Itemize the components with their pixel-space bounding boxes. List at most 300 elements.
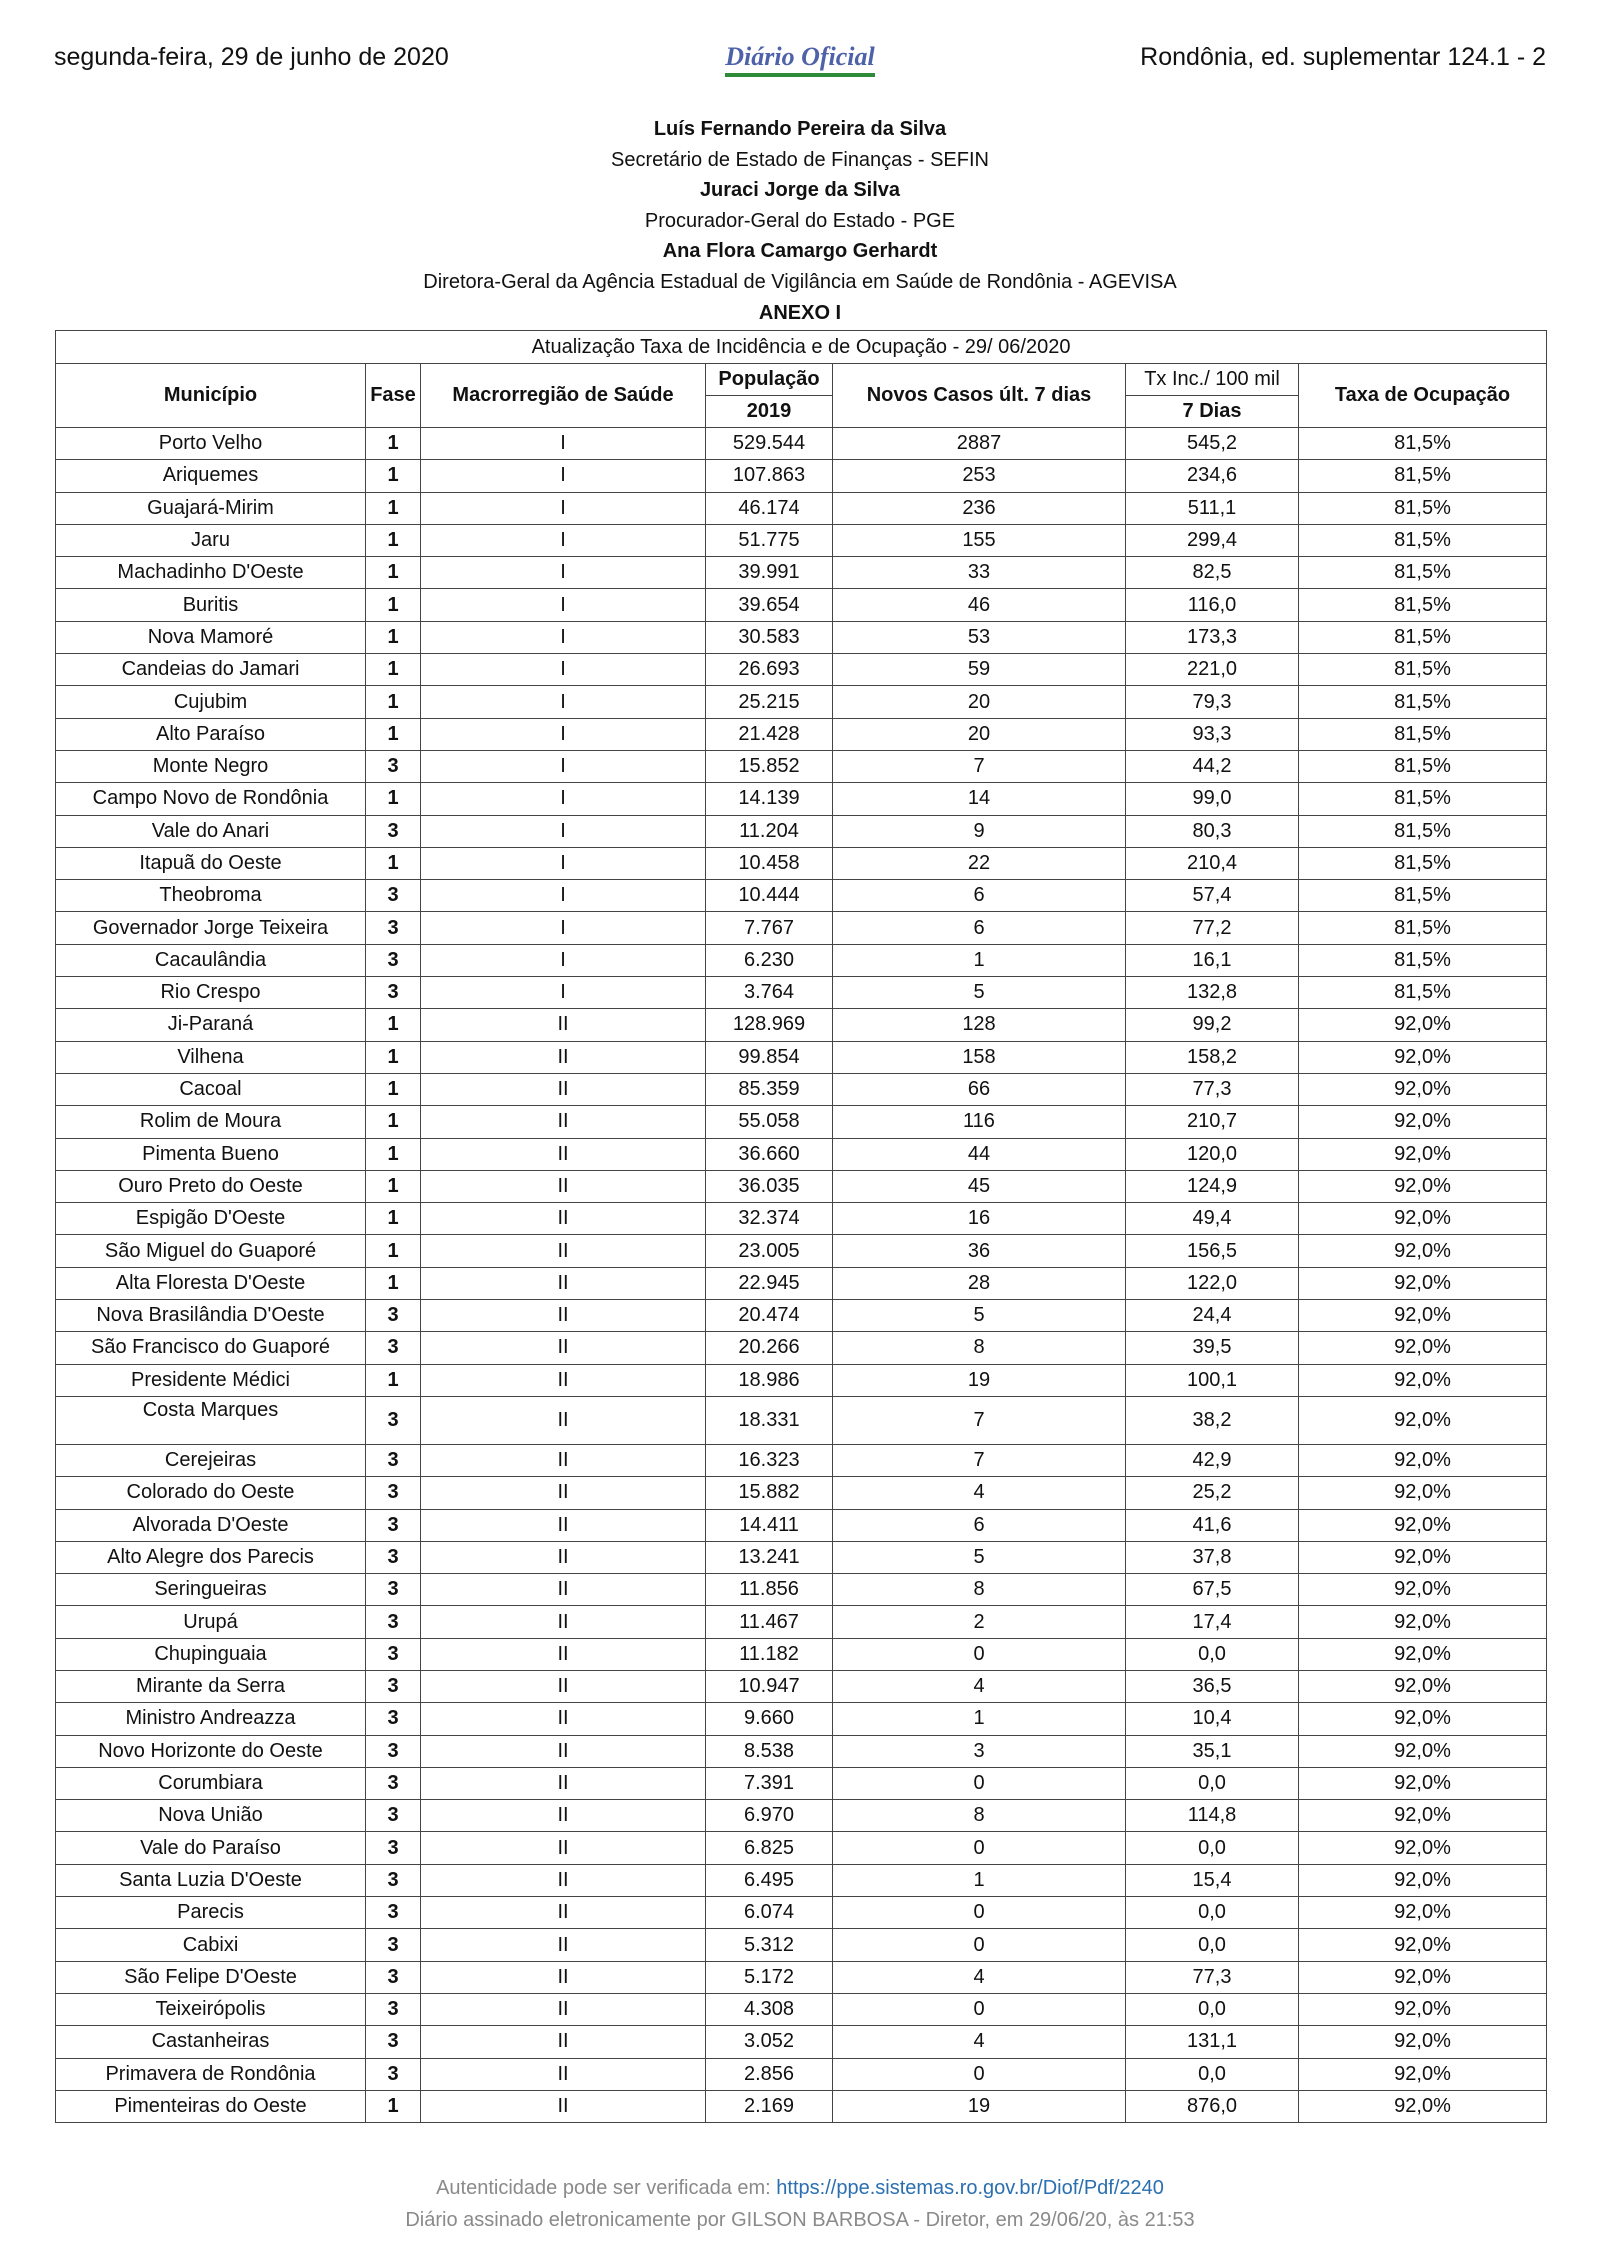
cell-taxa-ocupacao: 81,5% (1299, 912, 1547, 944)
cell-taxa-ocupacao: 81,5% (1299, 428, 1547, 460)
cell-taxa-ocupacao: 92,0% (1299, 1800, 1547, 1832)
cell-novos-casos: 36 (833, 1235, 1126, 1267)
cell-macrorregiao: II (421, 2090, 706, 2122)
signed-note: Diário assinado eletronicamente por GILSON BARBOSA - Diretor, em 29/06/20, às 21:53 (405, 2209, 1195, 2231)
cell-novos-casos: 4 (833, 1477, 1126, 1509)
cell-taxa-ocupacao: 92,0% (1299, 1864, 1547, 1896)
cell-macrorregiao: II (421, 1606, 706, 1638)
cell-novos-casos: 28 (833, 1267, 1126, 1299)
cell-taxa-ocupacao: 92,0% (1299, 1364, 1547, 1396)
cell-fase: 3 (366, 1606, 421, 1638)
cell-novos-casos: 7 (833, 1396, 1126, 1444)
cell-fase: 1 (366, 524, 421, 556)
cell-macrorregiao: II (421, 1735, 706, 1767)
cell-tx-inc: 82,5 (1126, 557, 1299, 589)
signature-line: Diretora-Geral da Agência Estadual de Vigilância em Saúde de Rondônia - AGEVISA (423, 270, 1177, 293)
cell-novos-casos: 155 (833, 524, 1126, 556)
cell-macrorregiao: I (421, 654, 706, 686)
cell-fase: 1 (366, 492, 421, 524)
cell-tx-inc: 24,4 (1126, 1300, 1299, 1332)
cell-populacao: 18.331 (706, 1396, 833, 1444)
table-row (56, 1332, 1547, 1364)
issue-date: segunda-feira, 29 de junho de 2020 (54, 43, 449, 71)
cell-taxa-ocupacao: 92,0% (1299, 1832, 1547, 1864)
cell-municipio: Itapuã do Oeste (56, 847, 366, 879)
cell-municipio: Teixeirópolis (56, 1993, 366, 2025)
table-row (56, 977, 1547, 1009)
cell-tx-inc: 158,2 (1126, 1041, 1299, 1073)
cell-novos-casos: 0 (833, 1897, 1126, 1929)
cell-municipio: Primavera de Rondônia (56, 2058, 366, 2090)
cell-novos-casos: 2 (833, 1606, 1126, 1638)
cell-novos-casos: 19 (833, 1364, 1126, 1396)
cell-tx-inc: 35,1 (1126, 1735, 1299, 1767)
header-populacao-year: 2019 (706, 396, 833, 428)
cell-taxa-ocupacao: 92,0% (1299, 1170, 1547, 1202)
cell-taxa-ocupacao: 92,0% (1299, 1993, 1547, 2025)
cell-tx-inc: 122,0 (1126, 1267, 1299, 1299)
cell-macrorregiao: II (421, 1670, 706, 1702)
cell-populacao: 22.945 (706, 1267, 833, 1299)
cell-taxa-ocupacao: 92,0% (1299, 2090, 1547, 2122)
cell-fase: 1 (366, 589, 421, 621)
header-tx-inc: Tx Inc./ 100 mil (1126, 364, 1299, 396)
cell-fase: 3 (366, 1961, 421, 1993)
cell-tx-inc: 37,8 (1126, 1541, 1299, 1573)
cell-municipio: Pimenta Bueno (56, 1138, 366, 1170)
cell-macrorregiao: II (421, 1477, 706, 1509)
cell-macrorregiao: I (421, 589, 706, 621)
cell-fase: 3 (366, 912, 421, 944)
table-row (56, 1041, 1547, 1073)
cell-taxa-ocupacao: 92,0% (1299, 1300, 1547, 1332)
masthead-title: Diário Oficial (725, 41, 875, 77)
table-row (56, 1396, 1547, 1444)
cell-macrorregiao: II (421, 1929, 706, 1961)
cell-novos-casos: 4 (833, 1961, 1126, 1993)
table-row (56, 1832, 1547, 1864)
cell-municipio: Theobroma (56, 880, 366, 912)
cell-tx-inc: 234,6 (1126, 460, 1299, 492)
cell-populacao: 15.852 (706, 750, 833, 782)
table-row (56, 718, 1547, 750)
signature-block (54, 114, 1546, 328)
cell-municipio: Costa Marques (56, 1396, 366, 1444)
cell-novos-casos: 0 (833, 2058, 1126, 2090)
cell-fase: 3 (366, 944, 421, 976)
cell-tx-inc: 49,4 (1126, 1203, 1299, 1235)
table-row (56, 1444, 1547, 1476)
cell-populacao: 51.775 (706, 524, 833, 556)
table-row (56, 1009, 1547, 1041)
table-row (56, 460, 1547, 492)
cell-populacao: 36.660 (706, 1138, 833, 1170)
cell-populacao: 11.182 (706, 1638, 833, 1670)
cell-fase: 3 (366, 1897, 421, 1929)
cell-taxa-ocupacao: 92,0% (1299, 1703, 1547, 1735)
cell-novos-casos: 22 (833, 847, 1126, 879)
cell-taxa-ocupacao: 92,0% (1299, 1041, 1547, 1073)
cell-populacao: 21.428 (706, 718, 833, 750)
cell-municipio: Pimenteiras do Oeste (56, 2090, 366, 2122)
table-row (56, 524, 1547, 556)
cell-novos-casos: 46 (833, 589, 1126, 621)
table-row (56, 686, 1547, 718)
table-row (56, 1800, 1547, 1832)
cell-fase: 1 (366, 1235, 421, 1267)
cell-municipio: Cujubim (56, 686, 366, 718)
table-row (56, 2026, 1547, 2058)
cell-macrorregiao: II (421, 1009, 706, 1041)
cell-municipio: Corumbiara (56, 1767, 366, 1799)
cell-macrorregiao: II (421, 1574, 706, 1606)
cell-taxa-ocupacao: 81,5% (1299, 944, 1547, 976)
cell-macrorregiao: I (421, 621, 706, 653)
cell-populacao: 16.323 (706, 1444, 833, 1476)
authenticity-link[interactable]: https://ppe.sistemas.ro.gov.br/Diof/Pdf/2240 (776, 2177, 1164, 2199)
cell-populacao: 7.391 (706, 1767, 833, 1799)
cell-fase: 3 (366, 1477, 421, 1509)
cell-populacao: 15.882 (706, 1477, 833, 1509)
cell-taxa-ocupacao: 92,0% (1299, 1961, 1547, 1993)
cell-novos-casos: 0 (833, 1767, 1126, 1799)
header-tx-sub: 7 Dias (1126, 396, 1299, 428)
cell-municipio: Vale do Anari (56, 815, 366, 847)
cell-tx-inc: 15,4 (1126, 1864, 1299, 1896)
cell-macrorregiao: I (421, 977, 706, 1009)
cell-novos-casos: 0 (833, 1993, 1126, 2025)
header-municipio: Município (56, 364, 366, 428)
cell-taxa-ocupacao: 92,0% (1299, 1396, 1547, 1444)
cell-populacao: 3.764 (706, 977, 833, 1009)
cell-municipio: São Francisco do Guaporé (56, 1332, 366, 1364)
cell-fase: 1 (366, 1073, 421, 1105)
cell-novos-casos: 158 (833, 1041, 1126, 1073)
cell-macrorregiao: II (421, 1638, 706, 1670)
cell-municipio: Vilhena (56, 1041, 366, 1073)
cell-taxa-ocupacao: 81,5% (1299, 460, 1547, 492)
cell-fase: 1 (366, 557, 421, 589)
cell-populacao: 20.266 (706, 1332, 833, 1364)
cell-tx-inc: 93,3 (1126, 718, 1299, 750)
cell-taxa-ocupacao: 92,0% (1299, 1073, 1547, 1105)
cell-taxa-ocupacao: 92,0% (1299, 1606, 1547, 1638)
cell-municipio: Santa Luzia D'Oeste (56, 1864, 366, 1896)
cell-taxa-ocupacao: 92,0% (1299, 1767, 1547, 1799)
cell-tx-inc: 67,5 (1126, 1574, 1299, 1606)
cell-tx-inc: 57,4 (1126, 880, 1299, 912)
cell-fase: 1 (366, 1170, 421, 1202)
cell-taxa-ocupacao: 92,0% (1299, 2058, 1547, 2090)
table-row (56, 1767, 1547, 1799)
cell-novos-casos: 14 (833, 783, 1126, 815)
cell-macrorregiao: II (421, 1961, 706, 1993)
cell-fase: 3 (366, 1993, 421, 2025)
cell-fase: 1 (366, 654, 421, 686)
table-row (56, 880, 1547, 912)
table-row (56, 1929, 1547, 1961)
cell-tx-inc: 124,9 (1126, 1170, 1299, 1202)
cell-fase: 1 (366, 686, 421, 718)
cell-novos-casos: 1 (833, 1864, 1126, 1896)
cell-populacao: 20.474 (706, 1300, 833, 1332)
cell-novos-casos: 19 (833, 2090, 1126, 2122)
table-row (56, 2090, 1547, 2122)
signature-line: ANEXO I (758, 301, 842, 324)
table-row (56, 1300, 1547, 1332)
cell-fase: 3 (366, 1574, 421, 1606)
cell-populacao: 36.035 (706, 1170, 833, 1202)
cell-macrorregiao: II (421, 1444, 706, 1476)
header-populacao: População (706, 364, 833, 396)
cell-tx-inc: 100,1 (1126, 1364, 1299, 1396)
header-novos-casos: Novos Casos últ. 7 dias (833, 364, 1126, 428)
cell-taxa-ocupacao: 92,0% (1299, 1541, 1547, 1573)
cell-populacao: 5.172 (706, 1961, 833, 1993)
cell-novos-casos: 5 (833, 1300, 1126, 1332)
cell-novos-casos: 8 (833, 1800, 1126, 1832)
cell-municipio: Urupá (56, 1606, 366, 1638)
cell-taxa-ocupacao: 92,0% (1299, 1509, 1547, 1541)
table-row (56, 1638, 1547, 1670)
cell-populacao: 11.467 (706, 1606, 833, 1638)
cell-fase: 3 (366, 1832, 421, 1864)
table-row (56, 750, 1547, 782)
cell-macrorregiao: I (421, 524, 706, 556)
cell-municipio: Rolim de Moura (56, 1106, 366, 1138)
cell-populacao: 10.444 (706, 880, 833, 912)
cell-novos-casos: 6 (833, 912, 1126, 944)
cell-novos-casos: 3 (833, 1735, 1126, 1767)
cell-municipio: Novo Horizonte do Oeste (56, 1735, 366, 1767)
cell-populacao: 2.856 (706, 2058, 833, 2090)
cell-tx-inc: 156,5 (1126, 1235, 1299, 1267)
cell-municipio: Cacaulândia (56, 944, 366, 976)
cell-populacao: 85.359 (706, 1073, 833, 1105)
cell-tx-inc: 41,6 (1126, 1509, 1299, 1541)
table-row (56, 847, 1547, 879)
cell-macrorregiao: II (421, 1138, 706, 1170)
cell-taxa-ocupacao: 81,5% (1299, 557, 1547, 589)
table-row (56, 1364, 1547, 1396)
cell-populacao: 8.538 (706, 1735, 833, 1767)
cell-tx-inc: 131,1 (1126, 2026, 1299, 2058)
cell-macrorregiao: II (421, 1993, 706, 2025)
cell-populacao: 14.139 (706, 783, 833, 815)
cell-tx-inc: 77,3 (1126, 1961, 1299, 1993)
cell-fase: 3 (366, 2058, 421, 2090)
cell-macrorregiao: I (421, 428, 706, 460)
cell-macrorregiao: I (421, 686, 706, 718)
cell-municipio: Governador Jorge Teixeira (56, 912, 366, 944)
cell-tx-inc: 0,0 (1126, 1897, 1299, 1929)
cell-fase: 1 (366, 783, 421, 815)
cell-tx-inc: 545,2 (1126, 428, 1299, 460)
cell-macrorregiao: II (421, 1541, 706, 1573)
cell-macrorregiao: II (421, 1832, 706, 1864)
cell-fase: 3 (366, 1670, 421, 1702)
table-row (56, 1735, 1547, 1767)
cell-taxa-ocupacao: 92,0% (1299, 1267, 1547, 1299)
table-row (56, 1864, 1547, 1896)
cell-novos-casos: 7 (833, 1444, 1126, 1476)
cell-novos-casos: 128 (833, 1009, 1126, 1041)
table-row (56, 1897, 1547, 1929)
signature-line: Luís Fernando Pereira da Silva (653, 118, 947, 140)
cell-populacao: 529.544 (706, 428, 833, 460)
cell-populacao: 26.693 (706, 654, 833, 686)
cell-macrorregiao: I (421, 492, 706, 524)
page-header (54, 40, 1546, 80)
cell-tx-inc: 38,2 (1126, 1396, 1299, 1444)
cell-tx-inc: 0,0 (1126, 1929, 1299, 1961)
cell-populacao: 107.863 (706, 460, 833, 492)
cell-tx-inc: 99,2 (1126, 1009, 1299, 1041)
cell-fase: 1 (366, 1267, 421, 1299)
cell-novos-casos: 1 (833, 1703, 1126, 1735)
cell-municipio: Alto Alegre dos Parecis (56, 1541, 366, 1573)
cell-municipio: Seringueiras (56, 1574, 366, 1606)
cell-taxa-ocupacao: 81,5% (1299, 750, 1547, 782)
table-row (56, 1961, 1547, 1993)
cell-fase: 1 (366, 1106, 421, 1138)
cell-fase: 3 (366, 1396, 421, 1444)
cell-macrorregiao: II (421, 1800, 706, 1832)
cell-municipio: Cerejeiras (56, 1444, 366, 1476)
cell-taxa-ocupacao: 81,5% (1299, 847, 1547, 879)
cell-populacao: 14.411 (706, 1509, 833, 1541)
signature-line: Ana Flora Camargo Gerhardt (662, 240, 938, 263)
anexo-table (55, 330, 1547, 2123)
cell-novos-casos: 20 (833, 718, 1126, 750)
cell-macrorregiao: I (421, 912, 706, 944)
cell-taxa-ocupacao: 92,0% (1299, 1735, 1547, 1767)
cell-fase: 1 (366, 718, 421, 750)
cell-fase: 3 (366, 750, 421, 782)
cell-populacao: 18.986 (706, 1364, 833, 1396)
cell-macrorregiao: II (421, 1106, 706, 1138)
cell-taxa-ocupacao: 92,0% (1299, 1444, 1547, 1476)
cell-fase: 1 (366, 1203, 421, 1235)
cell-tx-inc: 77,3 (1126, 1073, 1299, 1105)
cell-tx-inc: 0,0 (1126, 1638, 1299, 1670)
cell-populacao: 10.458 (706, 847, 833, 879)
cell-taxa-ocupacao: 81,5% (1299, 718, 1547, 750)
cell-taxa-ocupacao: 81,5% (1299, 686, 1547, 718)
cell-novos-casos: 59 (833, 654, 1126, 686)
cell-populacao: 6.074 (706, 1897, 833, 1929)
cell-fase: 3 (366, 1444, 421, 1476)
cell-macrorregiao: I (421, 944, 706, 976)
cell-populacao: 6.230 (706, 944, 833, 976)
cell-macrorregiao: II (421, 1897, 706, 1929)
cell-taxa-ocupacao: 92,0% (1299, 1477, 1547, 1509)
cell-tx-inc: 16,1 (1126, 944, 1299, 976)
cell-fase: 1 (366, 1364, 421, 1396)
cell-tx-inc: 80,3 (1126, 815, 1299, 847)
cell-populacao: 9.660 (706, 1703, 833, 1735)
cell-municipio: Alto Paraíso (56, 718, 366, 750)
cell-populacao: 3.052 (706, 2026, 833, 2058)
cell-novos-casos: 2887 (833, 428, 1126, 460)
cell-tx-inc: 876,0 (1126, 2090, 1299, 2122)
cell-novos-casos: 0 (833, 1929, 1126, 1961)
cell-novos-casos: 8 (833, 1332, 1126, 1364)
header-taxa-ocupacao: Taxa de Ocupação (1299, 364, 1547, 428)
cell-macrorregiao: II (421, 2026, 706, 2058)
cell-novos-casos: 44 (833, 1138, 1126, 1170)
table-caption: Atualização Taxa de Incidência e de Ocupação - 29/ 06/2020 (56, 331, 1547, 364)
table-row (56, 1703, 1547, 1735)
cell-tx-inc: 120,0 (1126, 1138, 1299, 1170)
cell-municipio: São Felipe D'Oeste (56, 1961, 366, 1993)
table-row (56, 1477, 1547, 1509)
cell-macrorregiao: II (421, 1041, 706, 1073)
cell-tx-inc: 221,0 (1126, 654, 1299, 686)
cell-taxa-ocupacao: 81,5% (1299, 524, 1547, 556)
cell-fase: 3 (366, 1800, 421, 1832)
cell-tx-inc: 99,0 (1126, 783, 1299, 815)
cell-fase: 1 (366, 428, 421, 460)
table-row (56, 492, 1547, 524)
header-fase: Fase (366, 364, 421, 428)
cell-macrorregiao: II (421, 1767, 706, 1799)
cell-populacao: 128.969 (706, 1009, 833, 1041)
cell-novos-casos: 20 (833, 686, 1126, 718)
cell-municipio: Colorado do Oeste (56, 1477, 366, 1509)
cell-populacao: 5.312 (706, 1929, 833, 1961)
table-row (56, 621, 1547, 653)
cell-taxa-ocupacao: 92,0% (1299, 1203, 1547, 1235)
cell-municipio: São Miguel do Guaporé (56, 1235, 366, 1267)
table-row (56, 912, 1547, 944)
cell-novos-casos: 53 (833, 621, 1126, 653)
cell-macrorregiao: II (421, 1509, 706, 1541)
cell-macrorregiao: I (421, 815, 706, 847)
cell-fase: 3 (366, 1300, 421, 1332)
cell-taxa-ocupacao: 92,0% (1299, 1106, 1547, 1138)
cell-novos-casos: 236 (833, 492, 1126, 524)
cell-municipio: Ministro Andreazza (56, 1703, 366, 1735)
table-row (56, 944, 1547, 976)
cell-populacao: 55.058 (706, 1106, 833, 1138)
cell-taxa-ocupacao: 92,0% (1299, 1897, 1547, 1929)
authenticity-note (0, 2177, 1600, 2200)
cell-novos-casos: 66 (833, 1073, 1126, 1105)
cell-fase: 3 (366, 1929, 421, 1961)
cell-macrorregiao: II (421, 2058, 706, 2090)
cell-tx-inc: 79,3 (1126, 686, 1299, 718)
authenticity-label: Autenticidade pode ser verificada em: (436, 2177, 771, 2199)
header-macrorregiao: Macrorregião de Saúde (421, 364, 706, 428)
table-row (56, 1993, 1547, 2025)
cell-populacao: 6.495 (706, 1864, 833, 1896)
cell-fase: 3 (366, 1509, 421, 1541)
cell-tx-inc: 44,2 (1126, 750, 1299, 782)
cell-novos-casos: 16 (833, 1203, 1126, 1235)
table-row (56, 1235, 1547, 1267)
cell-municipio: Ariquemes (56, 460, 366, 492)
cell-fase: 1 (366, 1138, 421, 1170)
cell-macrorregiao: II (421, 1300, 706, 1332)
cell-municipio: Rio Crespo (56, 977, 366, 1009)
cell-populacao: 4.308 (706, 1993, 833, 2025)
cell-municipio: Parecis (56, 1897, 366, 1929)
cell-municipio: Ji-Paraná (56, 1009, 366, 1041)
cell-municipio: Porto Velho (56, 428, 366, 460)
cell-municipio: Machadinho D'Oeste (56, 557, 366, 589)
cell-macrorregiao: II (421, 1396, 706, 1444)
